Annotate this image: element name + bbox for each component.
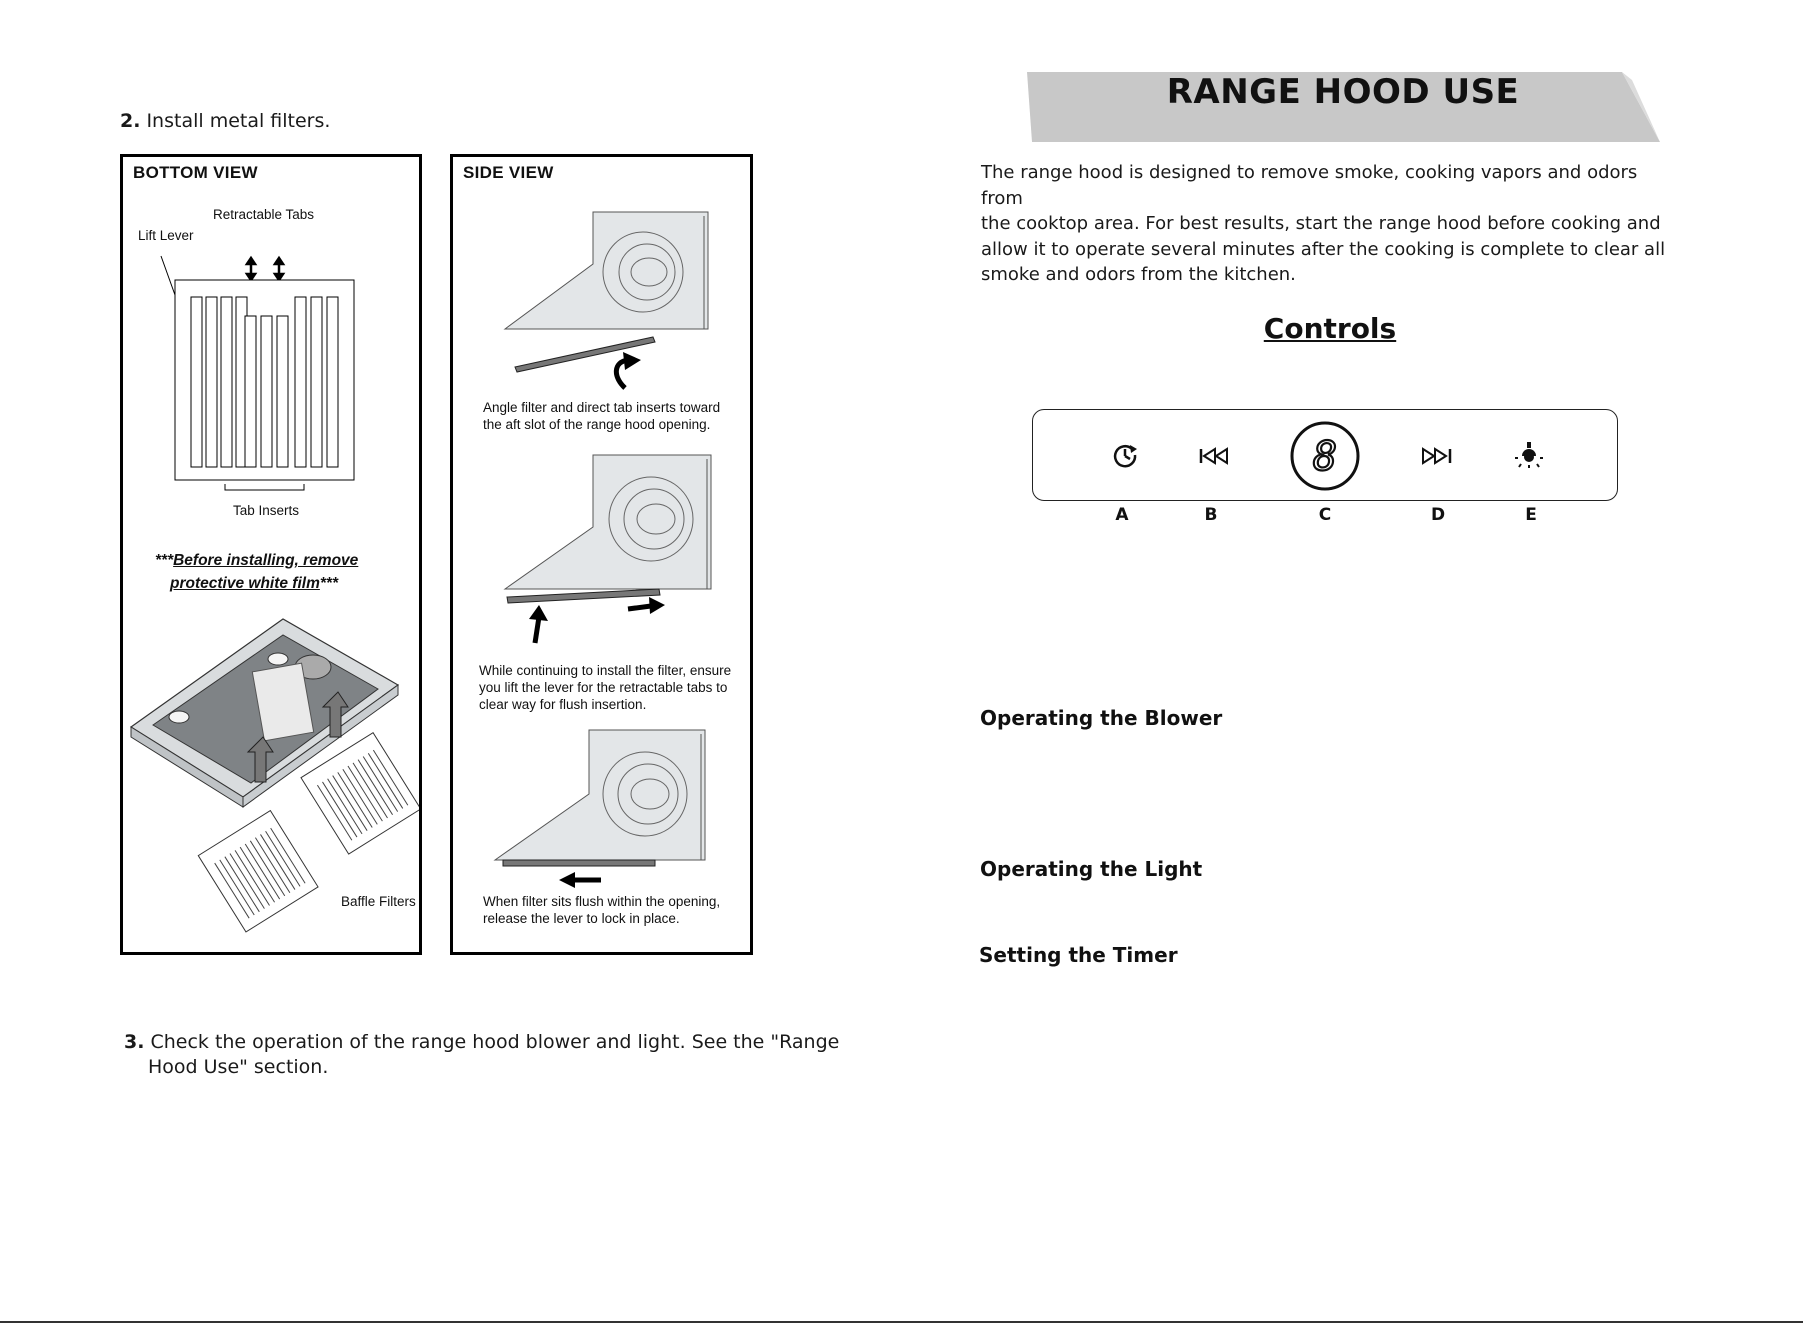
side-view-panel <box>450 154 753 955</box>
side-caption-3-line-1: When filter sits flush within the opening, <box>483 894 721 909</box>
intro-line-2: the cooktop area. For best results, start the range hood before cooking and <box>981 213 1661 234</box>
film-warning-prefix: *** <box>155 552 174 569</box>
film-warning-text-1: Before installing, remove <box>173 552 359 569</box>
control-label-d: D <box>1430 505 1446 525</box>
operating-light-heading: Operating the Light <box>980 857 1203 881</box>
side-caption-2-line-1: While continuing to install the filter, ensure <box>479 663 732 678</box>
next-icon[interactable] <box>1421 447 1453 465</box>
control-label-e: E <box>1525 505 1537 525</box>
film-warning-line-1 <box>155 552 358 570</box>
controls-heading: Controls <box>1263 312 1397 345</box>
retractable-tabs-label: Retractable Tabs <box>213 207 315 222</box>
intro-line-1: The range hood is designed to remove smoke, cooking vapors and odors from <box>981 162 1638 209</box>
baffle-filters-label: Baffle Filters <box>341 894 416 909</box>
step-2-text: Install metal filters. <box>146 110 331 132</box>
step-3-line-2: Hood Use" section. <box>148 1056 329 1078</box>
light-icon[interactable] <box>1514 440 1544 470</box>
display-icon <box>1289 420 1361 492</box>
step-3-number: 3. <box>124 1031 145 1053</box>
step-3-line-1: Check the operation of the range hood blower and light. See the "Range <box>150 1031 840 1053</box>
intro-paragraph <box>981 160 1681 288</box>
side-view-step-2-diagram <box>453 447 750 647</box>
intro-line-4: smoke and odors from the kitchen. <box>981 264 1296 285</box>
side-view-step-1-diagram <box>453 202 750 402</box>
side-caption-2-line-3: clear way for flush insertion. <box>479 697 647 712</box>
control-label-c: C <box>1318 505 1332 525</box>
timer-icon[interactable] <box>1110 440 1140 470</box>
bottom-view-panel <box>120 154 422 955</box>
control-label-a: A <box>1115 505 1129 525</box>
film-warning-text-2: protective white film <box>170 575 320 592</box>
step-2 <box>120 110 330 132</box>
side-caption-1-line-1: Angle filter and direct tab inserts toward <box>483 400 721 415</box>
film-warning-suffix: *** <box>319 575 338 592</box>
range-hood-use-heading <box>1027 72 1659 144</box>
side-caption-3-line-2: release the lever to lock in place. <box>483 911 680 926</box>
control-panel <box>1032 409 1618 501</box>
film-warning-line-2 <box>170 575 338 593</box>
operating-blower-heading: Operating the Blower <box>980 706 1223 730</box>
tab-inserts-label: Tab Inserts <box>233 503 300 518</box>
side-caption-1-line-2: the aft slot of the range hood opening. <box>483 417 711 432</box>
display-digit: 8 <box>1312 434 1338 480</box>
side-caption-2-line-2: you lift the lever for the retractable tabs to <box>479 680 728 695</box>
side-view-step-3-diagram <box>453 722 750 892</box>
setting-timer-heading: Setting the Timer <box>979 943 1178 967</box>
step-2-number: 2. <box>120 110 141 132</box>
lift-lever-label: Lift Lever <box>138 228 194 243</box>
side-view-title: SIDE VIEW <box>463 163 554 182</box>
previous-icon[interactable] <box>1199 447 1231 465</box>
step-3 <box>124 1030 839 1080</box>
bottom-view-title: BOTTOM VIEW <box>133 163 258 182</box>
hood-perspective-illustration <box>123 607 419 942</box>
range-hood-use-title: RANGE HOOD USE <box>1166 72 1520 112</box>
control-label-b: B <box>1204 505 1218 525</box>
intro-line-3: allow it to operate several minutes after the cooking is complete to clear all <box>981 238 1666 260</box>
